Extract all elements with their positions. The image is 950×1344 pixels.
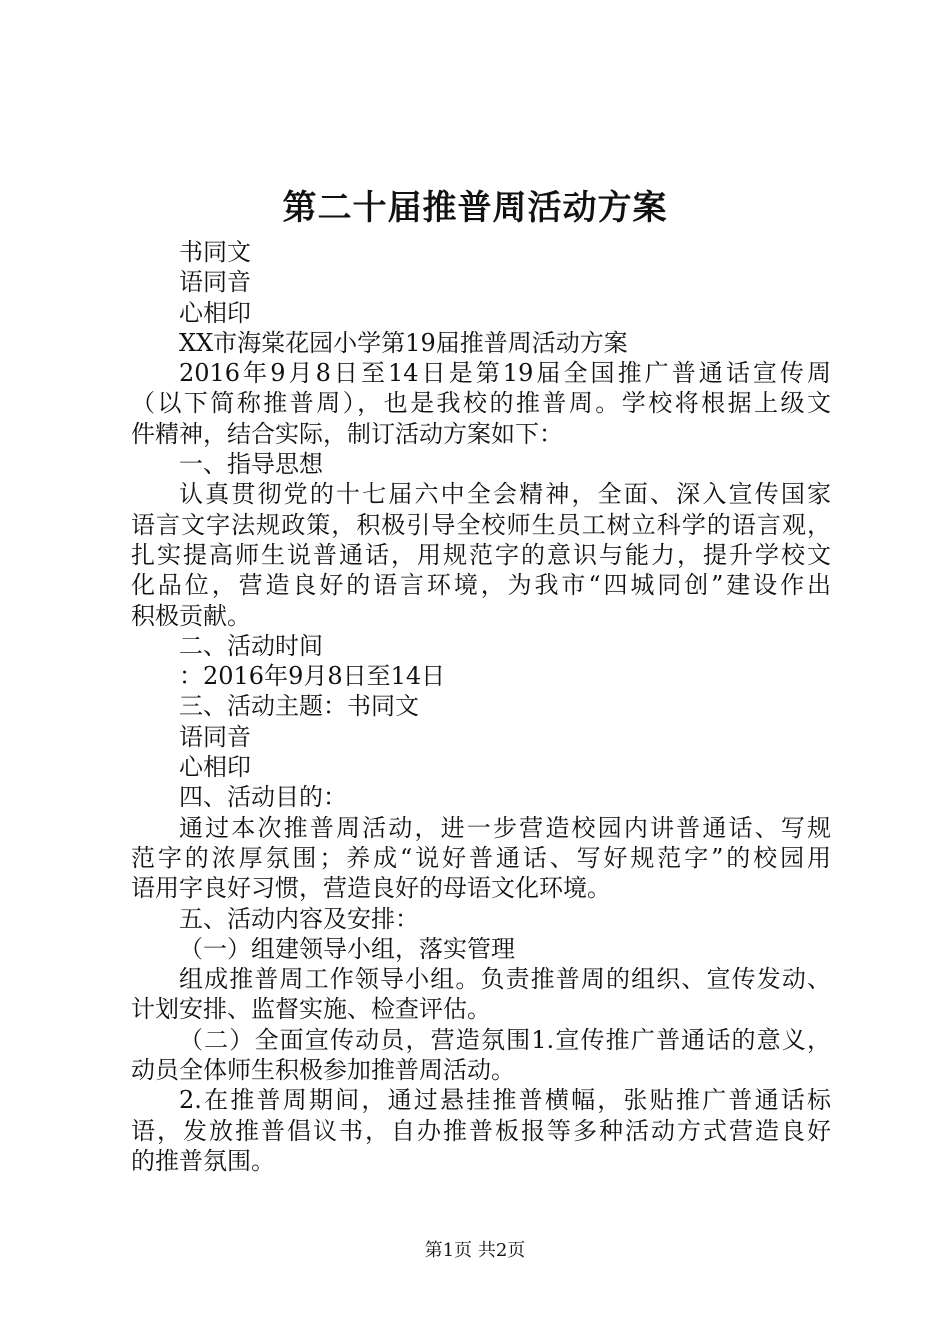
text-line: 五、活动内容及安排： xyxy=(179,904,419,933)
text-line: （以下简称推普周），也是我校的推普周。学校将根据上级文 xyxy=(131,389,831,418)
text-line: 语言文字法规政策，积极引导全校师生员工树立科学的语言观， xyxy=(131,510,831,539)
text-line: ：2016年9月8日至14日 xyxy=(179,662,446,691)
text-line: 2016年9月8日至14日是第19届全国推广普通话宣传周 xyxy=(179,359,831,388)
text-line: 语用字良好习惯，营造良好的母语文化环境。 xyxy=(131,874,611,903)
document-title: 第二十届推普周活动方案 xyxy=(282,188,668,228)
text-line: 化品位，营造良好的语言环境，为我市“四城同创”建设作出 xyxy=(131,571,831,600)
page-footer: 第1页 共2页 xyxy=(424,1240,526,1261)
text-line: （一）组建领导小组，落实管理 xyxy=(179,934,515,963)
text-line: 语，发放推普倡议书，自办推普板报等多种活动方式营造良好 xyxy=(131,1116,831,1145)
text-line: 一、指导思想 xyxy=(179,450,323,479)
text-line: 书同文 xyxy=(179,238,251,266)
text-line: 心相印 xyxy=(179,753,251,782)
text-line: 四、活动目的： xyxy=(179,783,347,812)
text-line: 件精神，结合实际，制订活动方案如下： xyxy=(131,419,563,448)
text-line: 积极贡献。 xyxy=(131,601,251,630)
text-line: 组成推普周工作领导小组。负责推普周的组织、宣传发动、 xyxy=(179,965,831,994)
text-line: 2.在推普周期间，通过悬挂推普横幅，张贴推广普通话标 xyxy=(179,1086,831,1115)
text-line: 动员全体师生积极参加推普周活动。 xyxy=(131,1056,515,1085)
text-line: 语同音 xyxy=(179,268,251,297)
text-line: （二）全面宣传动员，营造氛围1.宣传推广普通话的意义， xyxy=(179,1025,831,1054)
text-line: 二、活动时间 xyxy=(179,631,323,660)
text-line: 的推普氛围。 xyxy=(131,1146,275,1175)
text-line: 扎实提高师生说普通话，用规范字的意识与能力，提升学校文 xyxy=(131,540,831,569)
document-body xyxy=(131,237,831,1176)
text-line: 语同音 xyxy=(179,722,251,751)
text-line: 认真贯彻党的十七届六中全会精神，全面、深入宣传国家 xyxy=(179,480,831,509)
text-line: 心相印 xyxy=(179,298,251,327)
text-line: 通过本次推普周活动，进一步营造校园内讲普通话、写规 xyxy=(179,813,831,842)
text-line: 范字的浓厚氛围；养成“说好普通话、写好规范字”的校园用 xyxy=(131,843,831,872)
text-line: 三、活动主题：书同文 xyxy=(179,692,419,721)
text-line: XX市海棠花园小学第19届推普周活动方案 xyxy=(179,328,628,357)
text-line: 计划安排、监督实施、检查评估。 xyxy=(131,995,491,1024)
